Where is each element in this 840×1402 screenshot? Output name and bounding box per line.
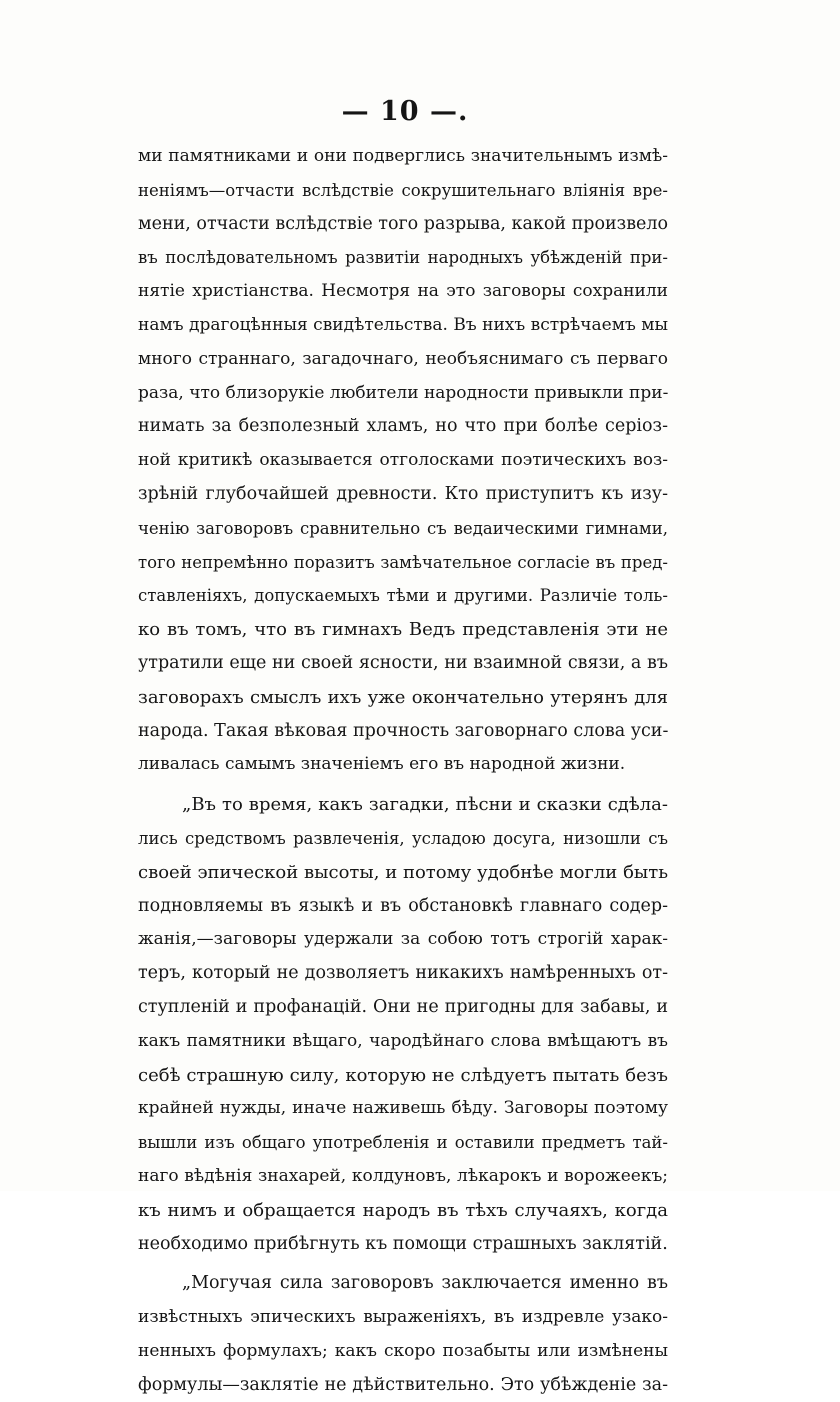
text-line: жанія,—заговоры удержали за собою тотъ строгій харак- (138, 929, 668, 950)
text-line: къ нимъ и обращается народъ въ тѣхъ случаяхъ, когда (138, 1199, 668, 1221)
text-line: намъ драгоцѣнныя свидѣтельства. Въ нихъ встрѣчаемъ мы (138, 314, 668, 335)
text-line: утратили еще ни своей ясности, ни взаимной связи, а въ (138, 652, 668, 673)
text-line: себѣ страшную силу, которую не слѣдуетъ пытать безъ (138, 1064, 668, 1086)
text-line: лись средствомъ развлеченія, усладою досуга, низошли съ (138, 828, 668, 848)
text-line: нятіе христіанства. Несмотря на это заговоры сохранили (138, 281, 668, 302)
text-line: заговорахъ смыслъ ихъ уже окончательно утерянъ для (138, 686, 668, 708)
paragraph (138, 788, 668, 1261)
text-line: нимать за безполезный хламъ, но что при болѣе серіоз- (138, 416, 668, 437)
text-line: ко въ томъ, что въ гимнахъ Ведъ представленія эти не (138, 619, 668, 641)
text-line: своей эпической высоты, и потому удобнѣе могли быть (138, 861, 668, 883)
text-line: необходимо прибѣгнуть къ помощи страшныхъ заклятій. (138, 1233, 668, 1254)
body-text (138, 140, 668, 1402)
text-line: ступленій и профанацій. Они не пригодны для забавы, и (138, 996, 668, 1017)
text-line: ненныхъ формулахъ; какъ скоро позабыты или измѣнены (138, 1340, 668, 1361)
text-line: ченію заговоровъ сравнительно съ ведаическими гимнами, (138, 518, 668, 538)
text-line: ной критикѣ оказывается отголосками поэтическихъ воз- (138, 450, 668, 471)
text-line: неніямъ—отчасти вслѣдствіе сокрушительнаго вліянія вре- (138, 180, 668, 200)
page-number: — 10 —. (341, 96, 469, 127)
text-line: зрѣній глубочайшей древности. Кто приступитъ къ изу- (138, 483, 668, 504)
text-line: ливалась самымъ значеніемъ его въ народной жизни. (138, 754, 626, 775)
text-line: наго вѣдѣнія знахарей, колдуновъ, лѣкарокъ и ворожеекъ; (138, 1165, 668, 1186)
text-line: много страннаго, загадочнаго, необъяснимаго съ перваго (138, 348, 668, 369)
text-line: того непремѣнно поразитъ замѣчательное согласіе въ пред- (138, 552, 668, 572)
text-line: раза, что близорукіе любители народности привыкли при- (138, 382, 668, 403)
text-line: „Въ то время, какъ загадки, пѣсни и сказки сдѣла- (182, 794, 668, 816)
paragraph (138, 1267, 668, 1402)
text-line: формулы—заклятіе не дѣйствительно. Это убѣжденіе за- (138, 1374, 668, 1395)
text-line: „Могучая сила заговоровъ заключается именно въ (182, 1273, 668, 1294)
text-line: подновляемы въ языкѣ и въ обстановкѣ главнаго содер- (138, 895, 668, 916)
paragraph (138, 140, 668, 782)
text-line: ставленіяхъ, допускаемыхъ тѣми и другими. Различіе толь- (138, 586, 668, 606)
text-line: вышли изъ общаго употребленія и оставили предметъ тай- (138, 1133, 668, 1153)
text-line: народа. Такая вѣковая прочность заговорнаго слова уси- (138, 720, 668, 741)
text-line: теръ, который не дозволяетъ никакихъ намѣренныхъ от- (138, 963, 668, 984)
text-line: мени, отчасти вслѣдствіе того разрыва, какой произвело (138, 213, 668, 234)
text-line: какъ памятники вѣщаго, чародѣйнаго слова вмѣщаютъ въ (138, 1030, 668, 1051)
text-line: крайней нужды, иначе наживешь бѣду. Заговоры поэтому (138, 1098, 668, 1119)
text-line: ми памятниками и они подверглись значительнымъ измѣ- (138, 146, 668, 166)
text-line: въ послѣдовательномъ развитіи народныхъ убѣжденій при- (138, 248, 668, 268)
text-line: извѣстныхъ эпическихъ выраженіяхъ, въ издревле узако- (138, 1307, 668, 1328)
